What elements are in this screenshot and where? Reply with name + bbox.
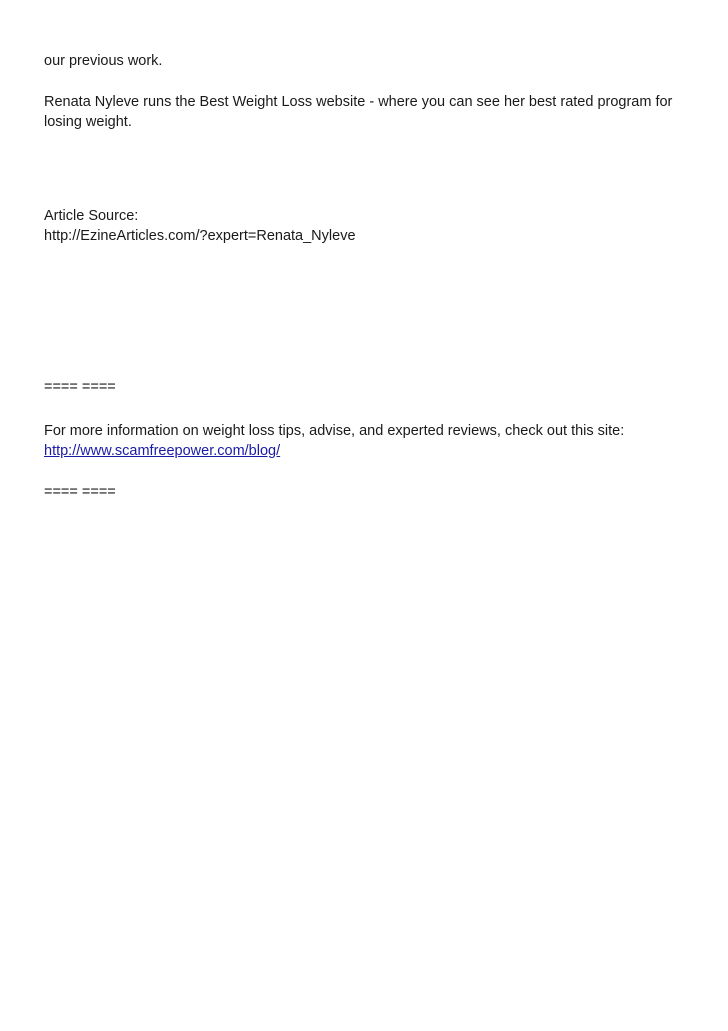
author-bio-line-1: Renata Nyleve runs the Best Weight Loss website - where you can see her best rated program for [44,94,673,110]
author-bio-line-2: losing weight. [44,114,132,130]
article-source-label: Article Source: [44,208,139,224]
article-source-url: http://EzineArticles.com/?expert=Renata_Nyleve [44,228,356,244]
more-info-link-row [44,441,684,461]
separator-top: ==== ==== [44,379,116,395]
intro-text: our previous work. [44,53,163,69]
blog-link[interactable]: http://www.scamfreepower.com/blog/ [44,443,281,459]
more-info-text: For more information on weight loss tips, advise, and experted reviews, check out this site: [44,423,625,439]
separator-bottom: ==== ==== [44,484,116,500]
